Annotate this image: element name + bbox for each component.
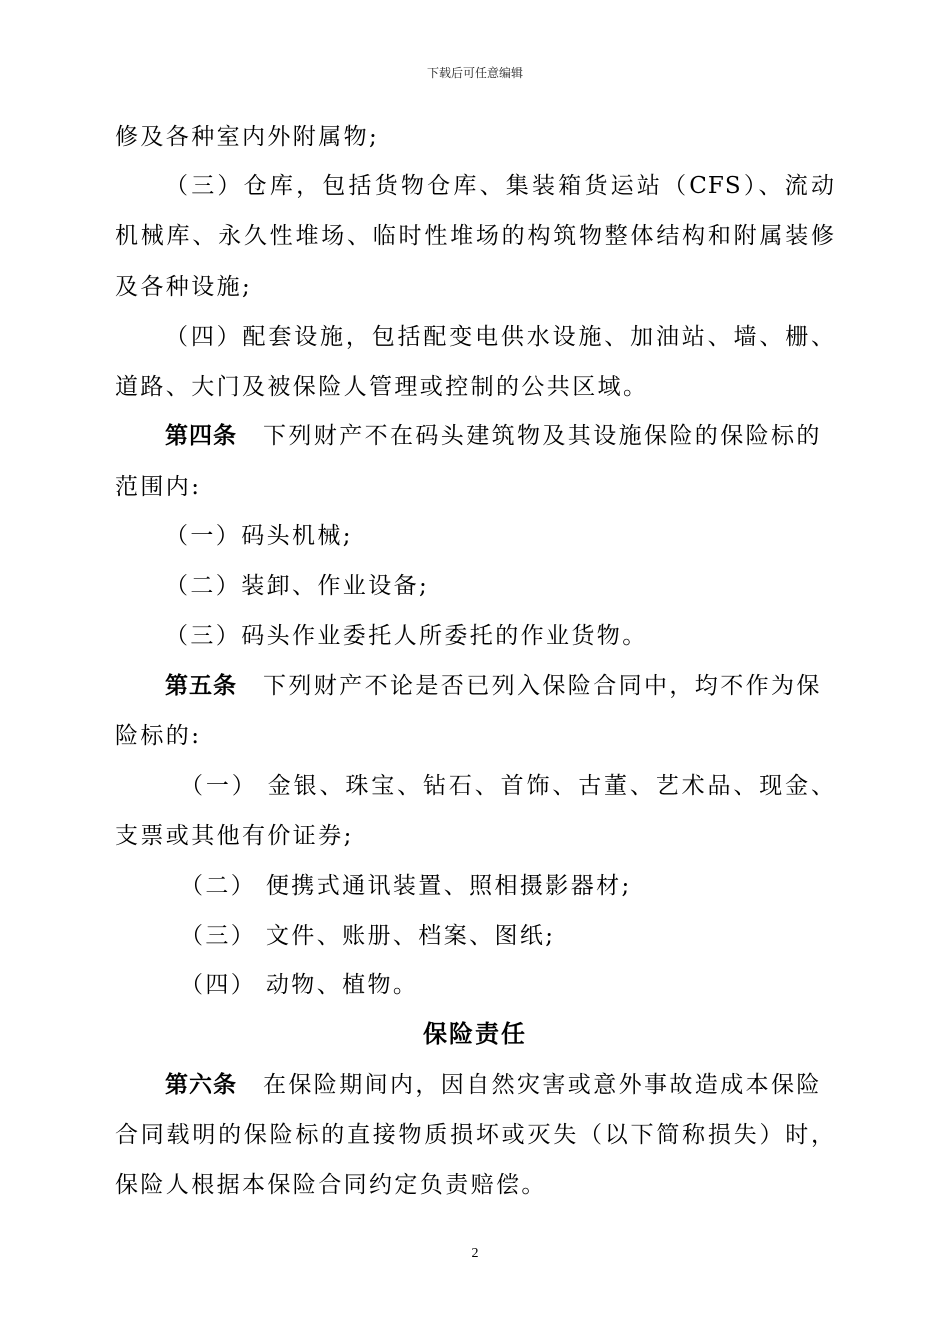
body-line: 及各种设施; <box>115 274 253 300</box>
body-line: 险标的: <box>115 723 202 749</box>
article-label: 第五条 <box>165 673 237 699</box>
article-5 <box>165 671 822 701</box>
article-text: 在保险期间内，因自然灾害或意外事故造成本保险 <box>263 1072 822 1098</box>
list-item: （一） 金银、珠宝、钻石、首饰、古董、艺术品、现金、 <box>180 773 835 799</box>
body-line: 修及各种室内外附属物; <box>115 124 380 150</box>
list-item: （三） 文件、账册、档案、图纸; <box>180 923 556 949</box>
page-number: 2 <box>471 1246 479 1261</box>
article-text: 下列财产不论是否已列入保险合同中，均不作为保 <box>263 673 822 699</box>
article-label: 第四条 <box>165 423 237 449</box>
body-line: （四）配套设施，包括配变电供水设施、加油站、墙、栅、 <box>165 324 835 350</box>
article-label: 第六条 <box>165 1072 237 1098</box>
body-line: 合同载明的保险标的直接物质损坏或灭失（以下简称损失）时， <box>115 1122 835 1148</box>
list-item: （二） 便携式通讯装置、照相摄影器材; <box>180 873 632 899</box>
body-line: 道路、大门及被保险人管理或控制的公共区域。 <box>115 374 649 400</box>
body-line: （三）仓库，包括货物仓库、集装箱货运站（CFS）、流动 <box>165 173 835 199</box>
list-item: （二）装卸、作业设备; <box>165 573 430 599</box>
section-title: 保险责任 <box>423 1020 527 1048</box>
page-header: 下载后可任意编辑 <box>426 66 523 80</box>
list-item: （四） 动物、植物。 <box>180 972 419 998</box>
body-line: 保险人根据本保险合同约定负责赔偿。 <box>115 1172 547 1198</box>
list-item: （一）码头机械; <box>165 523 353 549</box>
article-6 <box>165 1070 822 1100</box>
article-text: 下列财产不在码头建筑物及其设施保险的保险标的 <box>263 423 822 449</box>
body-line: 机械库、永久性堆场、临时性堆场的构筑物整体结构和附属装修 <box>115 223 835 249</box>
article-4 <box>165 421 822 451</box>
body-line: 范围内: <box>115 474 202 500</box>
body-line: 支票或其他有价证券; <box>115 823 354 849</box>
list-item: （三）码头作业委托人所委托的作业货物。 <box>165 623 648 649</box>
